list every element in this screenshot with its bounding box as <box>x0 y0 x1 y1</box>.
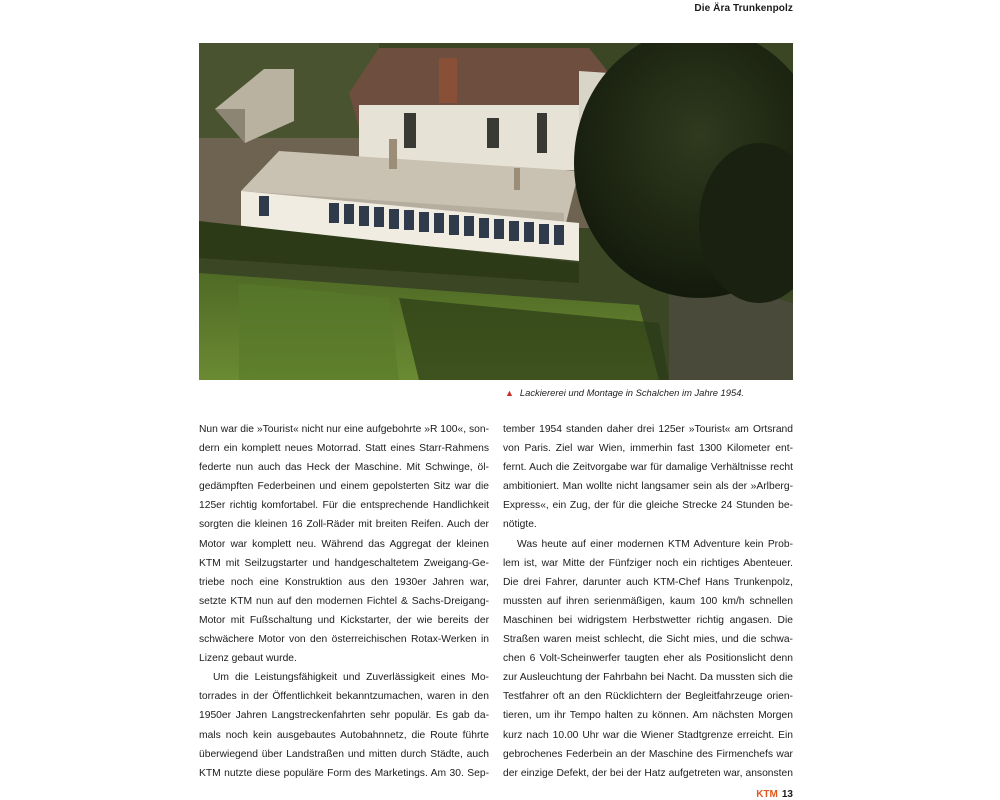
text-line: sorgten die kleinen 16 Zoll-Räder mit breiten Reifen. Auch der <box>199 519 489 531</box>
text-line: der einzige Defekt, der bei der Hatz aufgetreten war, ansonsten <box>503 767 793 779</box>
text-line: KTM nutzte diese populäre Form des Marketings. Am 30. Sep- <box>199 767 489 779</box>
text-line: Testfahrer oft an den Rücklichtern der Begleitfahrzeuge orien- <box>503 691 793 703</box>
running-head: Die Ära Trunkenpolz <box>694 3 793 14</box>
brand-label: KTM <box>756 789 778 800</box>
text-line: gedämpften Federbeinen und einem gepolsterten Sitz war die <box>199 481 489 493</box>
text-line: gebrochenes Federbein an der Maschine des Firmenchefs war <box>503 748 793 760</box>
text-line: Nun war die »Tourist« nicht nur eine aufgebohrte »R 100«, son- <box>199 424 489 435</box>
text-line: Um die Leistungsfähigkeit und Zuverlässigkeit eines Mo- <box>213 672 489 684</box>
text-line: nötigte. <box>503 519 537 531</box>
text-line: lem ist, war Mitte der Fünfziger noch ein richtiges Abenteuer. <box>503 557 793 569</box>
caption-text: Lackiererei und Montage in Schalchen im Jahre 1954. <box>519 387 745 398</box>
text-line: KTM mit Seilzugstarter und handgeschaltetem Zweigang-Ge- <box>199 557 489 569</box>
page-folio <box>756 789 793 800</box>
text-line: 125er richtig komfortabel. Für die entsprechende Handlichkeit <box>199 500 489 512</box>
text-line: dern ein komplett neues Motorrad. Statt eines Starr-Rahmens <box>199 443 489 455</box>
text-line: chen 6 Volt-Scheinwerfer taugten eher als Positionslicht denn <box>503 653 793 665</box>
text-line: schwächere Motor von den österreichischen Rotax-Werken in <box>199 634 489 646</box>
text-line: überwiegend über Landstraßen und mitten durch Städte, auch <box>199 748 489 760</box>
text-line: kurz nach 10.00 Uhr war die Wiener Stadtgrenze erreicht. Ein <box>503 729 793 741</box>
text-line: Was heute auf einer modernen KTM Adventure kein Prob- <box>517 538 793 550</box>
text-line: tieren, um ihr Tempo halten zu können. Am nächsten Morgen <box>503 710 793 722</box>
page-number: 13 <box>781 789 793 800</box>
text-line: federte nun auch das Heck der Maschine. Mit Schwinge, öl- <box>199 462 489 474</box>
text-line: mals noch kein ausgebautes Autobahnnetz, die Route führte <box>199 729 489 741</box>
article-column-right <box>503 420 793 783</box>
text-line: setzte KTM nun auf den modernen Fichtel & Sachs-Dreigang- <box>199 595 489 607</box>
text-line: zur Ausleuchtung der Fahrbahn bei Nacht. Da mussten sich die <box>503 672 793 684</box>
text-line: Straßen waren meist schlecht, die Sicht mies, und die schwa- <box>503 634 793 646</box>
aerial-photo-factory <box>199 43 793 380</box>
text-line: Motor war komplett neu. Während das Aggregat der kleinen <box>199 538 489 550</box>
photo-caption <box>505 387 805 398</box>
text-line: Maschinen bei widrigstem Herbstwetter richtig angasen. Die <box>503 614 793 626</box>
text-line: Express«, ein Zug, der für die gleiche Strecke 24 Stunden be- <box>503 500 793 512</box>
text-line: torrades in der Öffentlichkeit bekanntzumachen, waren in den <box>199 691 489 703</box>
text-line: 1950er Jahren Langstreckenfahrten sehr populär. Es gab da- <box>199 710 489 722</box>
text-line: mussten auf ihren serienmäßigen, kaum 100 km/h schnellen <box>503 595 793 607</box>
text-line: von Paris. Ziel war Wien, immerhin fast 1300 Kilometer ent- <box>503 443 793 455</box>
text-line: fernt. Auch die Zeitvorgabe war für damalige Verhältnisse recht <box>503 462 793 474</box>
text-line: Die drei Fahrer, darunter auch KTM-Chef Hans Trunkenpolz, <box>503 576 793 588</box>
text-line: ambitioniert. Man wollte nicht langsamer sein als der »Arlberg- <box>503 481 793 493</box>
caption-marker-icon: ▲ <box>505 388 514 398</box>
text-line: tember 1954 standen daher drei 125er »Tourist« am Ortsrand <box>503 424 793 435</box>
text-line: triebe noch eine Konstruktion aus den 1930er Jahren war, <box>199 576 489 588</box>
text-line: Lizenz gebaut wurde. <box>199 653 297 665</box>
text-line: Motor mit Fußschaltung und Kickstarter, der wie bereits der <box>199 614 489 626</box>
article-column-left <box>199 420 489 783</box>
